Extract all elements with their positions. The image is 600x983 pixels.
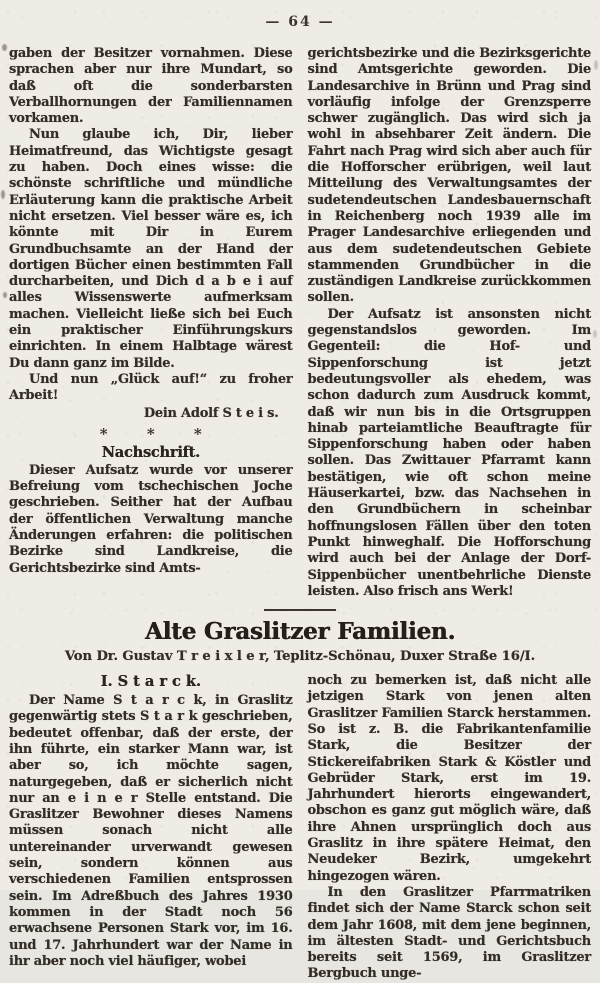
author-signature: Dein Adolf S t e i s. xyxy=(143,405,279,421)
article2-columns xyxy=(0,673,600,983)
article-title: Alte Graslitzer Familien. xyxy=(144,618,456,646)
article1-right-column xyxy=(308,46,592,600)
paragraph-advice: Nun glaube ich, Dir, lieber Heimatfreund, das Wichtigste gesagt zu haben. Doch eines wisse: die schönste schriftliche und mündliche Erläuterung kann die praktische Arbeit nicht ersetzen. Viel besser wäre es, ich könnte mit Dir in Eurem Grundbuchsamte an der Hand der dortigen Bücher einen bestimmten Fall durcharbeiten, und Dich d a b e i auf alles Wissenswerte aufmerksam machen. Vielleicht ließe sich bei Euch ein praktischer Einführungskurs einrichten. In einem Halbtage wärest Du dann ganz im Bilde. xyxy=(9,127,293,371)
paragraph-name-origin: Der Name S t a r c k, in Graslitz gegenwärtig stets S t a r k geschrieben, bedeutet offenbar, daß der erste, der ihn führte, ein starker Mann war, ist aber so, ich möchte sagen, naturgegeben, daß er sicherlich nicht nur an e i n e r Stelle entstand. Die Graslitzer Bewohner dieses Namens müssen sonach nicht alle untereinander urverwandt gewesen sein, sondern können aus verschiedenen Familien entsprossen sein. Im Adreßbuch des Jahres 1930 kommen in der Stadt noch 56 erwachsene Personen Stark vor, im 16. und 17. Jahrhundert war der Name in ihr aber noch viel häufiger, wobei xyxy=(9,693,293,969)
paragraph-records: In den Graslitzer Pfarrmatriken findet sich der Name Starck schon seit dem Jahr 1608, mit dem jene beginnen, im ältesten Stadt- und Gerichtsbuch bereits seit 1569, im Graslitzer Bergbuch unge- xyxy=(307,884,591,982)
article1-columns xyxy=(0,46,600,600)
paragraph-families: noch zu bemerken ist, daß nicht alle jetzigen Stark von jenen alten Graslitzer Familien Starck herstammen. So ist z. B. die Fabrikantenfamilie Stark, die Besitzer der Stickereifabriken Stark & Köstler und Gebrüder Stark, erst im 19. Jahrhundert hierorts eingewandert, obschon es ganz gut möglich wäre, daß ihre Ahnen ursprünglich doch aus Graslitz in ihre spätere Heimat, den Neudeker Bezirk, umgekehrt hingezogen wären. xyxy=(307,673,591,884)
section-heading-starck: I. S t a r c k. xyxy=(100,673,201,691)
asterisk-separator: * * * xyxy=(99,424,202,443)
article2-left-column xyxy=(9,673,293,983)
scan-speck xyxy=(593,330,597,338)
paragraph-continued-from-left-column: gerichtsbezirke und die Bezirksgerichte sind Amtsgerichte geworden. Die Landesarchive in Brünn und Prag sind vorläufig infolge der Grenzsperre schwer zugänglich. Das wird sich ja wohl in absehbarer Zeit ändern. Die Fahrt nach Prag wird sich aber auch für die Hofforscher erübrigen, weil laut Mitteilung des Verwaltungsamtes der sudetendeutschen Landesbauernschaft in Reichenberg noch 1939 alle im Prager Landesarchive erliegenden und aus dem sudetendeutschen Gebiete stammenden Grundbücher in die zuständigen Landkreise zurückkommen sollen. xyxy=(307,46,591,306)
paragraph-closing: Und nun „Glück auf!“ zu froher Arbeit! xyxy=(9,371,293,404)
article-divider-rule xyxy=(264,609,336,611)
paragraph-outlook: Der Aufsatz ist ansonsten nicht gegenstandslos geworden. Im Gegenteil: die Hof- und Sippenforschung ist jetzt bedeutungsvoller als ehedem, was schon dadurch zum Ausdruck kommt, daß wir nun bis in die Ortsgruppen hinab parteiamtliche Beauftragte für Sippenforschung haben oder haben sollen. Das Zwittauer Pfarramt kann bestätigen, wie oft schon meine Häuserkartei, bzw. das Nachsehen in den Grundbüchern in scheinbar hoffnungslosen Fällen über den toten Punkt hinweghalf. Die Hofforschung wird auch bei der Anlage der Dorf-Sippenbücher unentbehrliche Dienste leisten. Also frisch ans Werk! xyxy=(307,306,591,599)
scan-speck xyxy=(3,292,7,298)
article2-right-column xyxy=(308,673,592,983)
paragraph-postscript: Dieser Aufsatz wurde vor unserer Befreiung vom tschechischen Joche geschrieben. Seither hat der Aufbau der öffentlichen Verwaltung manche Änderungen erfahren: die politischen Bezirke sind Landkreise, die Gerichtsbezirke sind Amts- xyxy=(9,462,293,576)
paragraph-continued-from-previous-page: gaben der Besitzer vornahmen. Diese sprachen aber nur ihre Mundart, so daß oft die sonderbarsten Verballhornungen der Familiennamen vorkamen. xyxy=(9,46,293,127)
scan-speck xyxy=(2,44,7,51)
article-byline: Von Dr. Gustav T r e i x l e r, Teplitz-Schönau, Duxer Straße 16/I. xyxy=(64,649,536,665)
article1-left-column xyxy=(9,46,293,600)
scan-speck xyxy=(594,60,598,70)
page-number: — 64 — xyxy=(265,14,335,30)
scan-speck xyxy=(1,190,5,199)
postscript-heading: Nachschrift. xyxy=(101,443,200,461)
